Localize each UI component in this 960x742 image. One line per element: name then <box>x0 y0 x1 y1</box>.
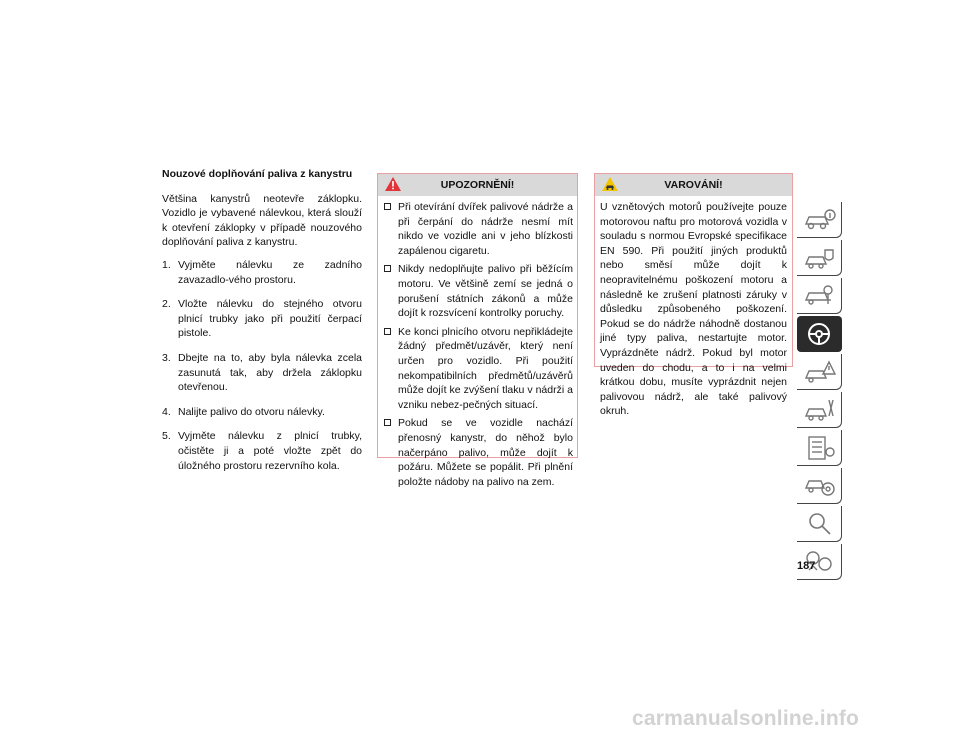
tab-warning-lights[interactable] <box>797 354 842 390</box>
caution-item <box>384 325 573 413</box>
tab-car-info[interactable] <box>797 202 842 238</box>
step-text: Vyjměte nálevku ze zadního zavazadlo-vého prostoru. <box>178 258 362 286</box>
square-bullet-icon <box>384 328 391 335</box>
warning-title: VAROVÁNÍ! <box>664 179 723 191</box>
step-number: 1. <box>162 258 171 271</box>
caution-item <box>384 416 573 489</box>
page-number: 187 <box>797 560 816 572</box>
tab-service[interactable] <box>797 392 842 428</box>
step-number: 5. <box>162 430 171 443</box>
caution-item-text: Nikdy nedoplňujte palivo při běžícím motoru. Ve většině zemí se jedná o porušení státních zákonů a může dojít k rozsvícení kontrolky poruchy. <box>398 263 573 320</box>
step-text: Dbejte na to, aby byla nálevka zcela zasunutá tak, aby držela záklopku otevřenou. <box>178 351 362 394</box>
steering-wheel-icon <box>802 320 836 348</box>
search-index-icon <box>803 510 837 538</box>
tab-car-key[interactable] <box>797 278 842 314</box>
step-item <box>162 429 362 473</box>
warning-box <box>594 173 793 418</box>
caution-item-text: Ke konci plnicího otvoru nepřikládejte žádný předmět/uzávěr, který není určen pro vozidlo. Při použití nekompatibilních předmětů/uzávěrů může dojít ke zvýšení tlaku v nádrži a vzniku nebez-pečných situací. <box>398 325 573 411</box>
tab-specifications[interactable] <box>797 430 842 466</box>
step-number: 2. <box>162 298 171 311</box>
square-bullet-icon <box>384 265 391 272</box>
tab-car-safety[interactable] <box>797 240 842 276</box>
step-text: Nalijte palivo do otvoru nálevky. <box>178 405 325 418</box>
step-item <box>162 405 362 420</box>
step-item <box>162 351 362 395</box>
caution-item <box>384 262 573 320</box>
caution-item-text: Při otevírání dvířek palivové nádrže a při čerpání do nádrže nesmí mít nikdo ve vozidle ani v jeho blízkosti zapálenou cigaretu. <box>398 201 573 257</box>
car-info-icon <box>803 206 837 234</box>
caution-item <box>384 200 573 258</box>
car-key-icon <box>803 282 837 310</box>
car-service-icon <box>803 396 837 424</box>
step-number: 4. <box>162 405 171 418</box>
section-tabs <box>797 202 842 540</box>
steps-list <box>162 258 362 473</box>
left-column <box>162 167 362 483</box>
multimedia-icon <box>803 472 837 500</box>
warning-header <box>595 174 792 196</box>
caution-title: UPOZORNĚNÍ! <box>440 179 515 191</box>
tab-index[interactable] <box>797 506 842 542</box>
car-safety-icon <box>803 244 837 272</box>
specifications-icon <box>803 434 837 462</box>
intro-paragraph: Většina kanystrů neotevře záklopku. Vozidlo je vybavené nálevkou, která slouží k otevření záklopky v případě nouzového doplňování paliva z kanystru. <box>162 192 362 249</box>
square-bullet-icon <box>384 203 391 210</box>
warning-text: U vznětových motorů používejte pouze motorovou naftu pro motorová vozidla v souladu s normou Evropské specifikace EN 590. Při použití jiných produktů nebo směsí může dojít k neopravitelnému poškození motoru a následně ke zrušení platnosti záruky v důsledku způsobeného poškození. Pokud se do nádrže náhodně dostanou jiné typy paliva, nestartujte motor. Vyprázdněte nádrž. Pokud byl motor uveden do chodu, a to i na velmi krátkou dobu, musíte vyprázdnit nejen palivovou nádrž, ale také palivový okruh. <box>600 201 787 418</box>
caution-triangle-icon <box>384 176 402 192</box>
caution-box <box>377 173 578 488</box>
tab-multimedia[interactable] <box>797 468 842 504</box>
caution-item-text: Pokud se ve vozidle nachází přenosný kanystr, do něhož bylo načerpáno palivo, může dojít k požáru. Můžete se popálit. Při plnění položte nádoby na palivo na zem. <box>398 417 573 488</box>
step-number: 3. <box>162 351 171 364</box>
dashboard-warning-icon <box>803 358 837 386</box>
square-bullet-icon <box>384 419 391 426</box>
step-item <box>162 297 362 341</box>
step-text: Vložte nálevku do stejného otvoru plnicí trubky jako při použití čerpací pistole. <box>178 298 362 340</box>
tab-driving[interactable] <box>797 316 842 352</box>
caution-list <box>378 196 577 489</box>
watermark: carmanualsonline.info <box>632 707 860 730</box>
car-warning-icon <box>601 176 619 192</box>
step-item <box>162 258 362 287</box>
section-heading: Nouzové doplňování paliva z kanystru <box>162 168 353 180</box>
step-text: Vyjměte nálevku z plnicí trubky, očistěte ji a poté vložte zpět do úložného prostoru rezervního kola. <box>178 430 362 472</box>
caution-header <box>378 174 577 196</box>
